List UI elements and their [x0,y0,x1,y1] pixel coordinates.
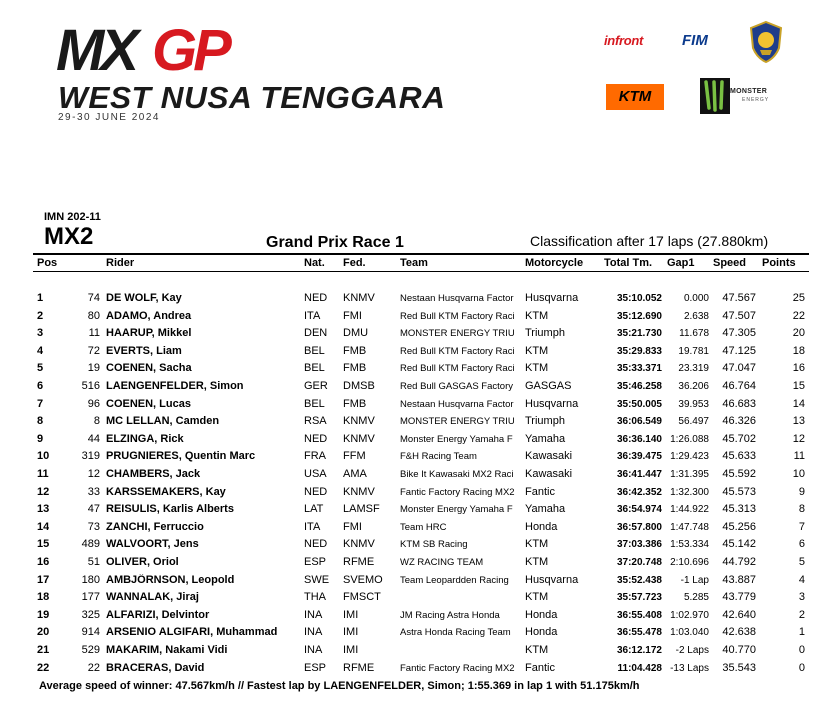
cell-points: 8 [798,503,805,516]
table-row [0,536,826,553]
cell-nat: NED [304,292,328,304]
table-row [0,660,826,677]
cell-nat: BEL [304,362,325,375]
cell-fed: FMI [343,520,362,533]
cell-rider: WANNALAK, Jiraj [106,591,199,604]
cell-number: 19 [87,362,100,375]
ktm-logo: KTM [606,84,664,110]
cell-motorcycle: Yamaha [525,432,566,445]
cell-points: 0 [798,661,805,674]
cell-points: 18 [792,344,805,357]
cell-number: 72 [87,344,100,357]
col-header-points: Points [762,257,796,269]
cell-rider: HAARUP, Mikkel [106,327,192,340]
cell-team: JM Racing Astra Honda [400,609,500,621]
table-row [0,607,826,624]
cell-fed: AMA [343,468,367,480]
cell-team: F&H Racing Team [400,451,477,463]
cell-rider: ALFARIZI, Delvintor [106,608,210,621]
cell-pos: 7 [37,397,44,410]
cell-gap: -1 Lap [680,574,709,586]
cell-speed: 42.640 [722,608,756,621]
race-summary-footer: Average speed of winner: 47.567km/h // Fastest lap by LAENGENFELDER, Simon; 1:55.369 in lap 1 with 51.175km/h [39,680,640,692]
cell-rider: COENEN, Sacha [106,362,192,375]
cell-gap: 11.678 [679,328,709,340]
cell-points: 10 [792,468,805,480]
cell-speed: 45.313 [722,503,756,516]
event-title: WEST NUSA TENGGARA [58,80,446,115]
cell-speed: 35.543 [722,661,756,674]
table-row [0,360,826,377]
cell-rider: WALVOORT, Jens [106,538,199,551]
cell-rider: MAKARIM, Nakami Vidi [106,644,228,656]
table-row [0,343,826,360]
cell-points: 22 [792,309,805,322]
table-row [0,396,826,413]
cell-pos: 9 [37,432,44,445]
cell-gap: 1:29.423 [670,451,709,463]
cell-motorcycle: Triumph [525,415,565,428]
monster-logo-subtext: ENERGY [742,97,770,103]
cell-team: Monster Energy Yamaha F [400,504,513,516]
cell-pos: 10 [37,450,50,463]
cell-gap: 1:53.334 [670,539,709,551]
table-row [0,466,826,483]
cell-motorcycle: Honda [525,608,558,621]
cell-speed: 45.142 [722,538,756,551]
cell-rider: LAENGENFELDER, Simon [106,380,244,392]
cell-team: Fantic Factory Racing MX2 [400,662,515,674]
cell-number: 11 [88,327,100,340]
table-row [0,572,826,589]
cell-total-time: 35:50.005 [616,398,662,410]
cell-nat: NED [304,538,328,551]
cell-motorcycle: Husqvarna [525,397,579,410]
cell-rider: CHAMBERS, Jack [106,468,201,480]
cell-speed: 46.764 [722,380,756,392]
cell-team: Red Bull KTM Factory Raci [400,363,515,375]
cell-fed: LAMSF [343,503,380,516]
cell-motorcycle: GASGAS [525,380,572,392]
cell-fed: FMSCT [343,591,381,604]
cell-team: WZ RACING TEAM [400,557,484,568]
cell-points: 9 [798,485,805,498]
cell-points: 25 [792,292,805,304]
cell-points: 2 [798,608,805,621]
cell-points: 12 [792,432,805,445]
cell-speed: 46.683 [722,397,756,410]
table-row [0,624,826,641]
cell-points: 15 [792,380,805,392]
cell-nat: RSA [304,415,327,428]
cell-total-time: 36:57.800 [616,521,662,533]
cell-points: 6 [798,538,805,551]
cell-fed: FMB [343,362,367,375]
cell-fed: KNMV [343,538,375,551]
cell-fed: FMB [343,397,367,410]
cell-pos: 5 [37,362,44,375]
cell-total-time: 36:55.408 [616,609,662,621]
cell-rider: ARSENIO ALGIFARI, Muhammad [106,626,278,639]
cell-number: 80 [87,309,100,322]
cell-total-time: 35:10.052 [616,293,662,304]
cell-team: MONSTER ENERGY TRIU [400,416,515,428]
cell-team: Astra Honda Racing Team [400,627,511,639]
cell-number: 8 [93,415,100,428]
cell-total-time: 35:46.258 [616,381,662,392]
col-header-gap: Gap1 [667,257,695,269]
cell-fed: RFME [343,556,375,568]
cell-nat: DEN [304,327,328,340]
cell-number: 529 [81,644,100,656]
cell-speed: 47.047 [722,362,756,375]
cell-gap: -2 Laps [675,645,709,656]
table-row [0,413,826,430]
cell-pos: 20 [37,626,50,639]
cell-total-time: 36:55.478 [616,627,662,639]
cell-points: 7 [798,520,805,533]
cell-rider: ADAMO, Andrea [106,309,192,322]
cell-total-time: 37:03.386 [616,539,662,551]
cell-total-time: 35:57.723 [616,592,662,604]
table-row [0,378,826,395]
cell-motorcycle: Honda [525,626,558,639]
col-header-nat: Nat. [304,257,325,269]
cell-number: 489 [81,538,100,551]
cell-rider: KARSSEMAKERS, Kay [106,485,226,498]
cell-number: 74 [87,292,100,304]
cell-fed: RFME [343,661,375,674]
cell-pos: 15 [37,538,50,551]
cell-rider: EVERTS, Liam [106,344,182,357]
cell-number: 44 [87,432,100,445]
cell-total-time: 35:52.438 [616,574,662,586]
cell-fed: FMI [343,309,362,322]
cell-motorcycle: Husqvarna [525,292,579,304]
cell-nat: INA [304,608,323,621]
cell-total-time: 36:41.447 [616,469,662,480]
cell-points: 13 [792,415,805,428]
fim-logo: FIM [682,32,708,49]
svg-text:MX: MX [56,18,135,80]
cell-gap: 1:44.922 [670,504,709,516]
cell-rider: BRACERAS, David [106,661,205,674]
cell-team: Nestaan Husqvarna Factor [400,398,514,410]
cell-pos: 14 [37,520,50,533]
cell-total-time: 36:36.140 [616,433,662,445]
cell-speed: 45.573 [722,485,756,498]
mxgp-logo [54,18,274,80]
cell-nat: USA [304,468,327,480]
cell-gap: 1:47.748 [670,521,709,533]
cell-speed: 44.792 [722,556,756,568]
cell-nat: THA [304,591,326,604]
cell-motorcycle: Kawasaki [525,450,573,463]
cell-nat: FRA [304,450,326,463]
cell-number: 22 [87,661,100,674]
cell-speed: 47.567 [722,292,756,304]
cell-pos: 22 [37,661,50,674]
cell-motorcycle: Fantic [525,485,555,498]
cell-nat: ESP [304,661,327,674]
classification-note: Classification after 17 laps (27.880km) [530,233,769,249]
cell-points: 14 [792,397,805,410]
header-rule-top [33,253,809,255]
cell-nat: ITA [304,309,321,322]
table-row [0,290,826,307]
cell-motorcycle: KTM [525,644,549,656]
cell-fed: KNMV [343,415,375,428]
document-code: IMN 202-11 [44,211,101,223]
infront-logo: infront [604,33,644,48]
cell-total-time: 35:33.371 [616,363,662,375]
cell-speed: 45.633 [722,450,756,463]
cell-pos: 8 [37,415,44,428]
cell-speed: 45.256 [722,520,756,533]
cell-nat: GER [304,380,328,392]
cell-team: Red Bull KTM Factory Raci [400,345,515,357]
cell-team: Nestaan Husqvarna Factor [400,293,514,304]
cell-gap: 56.497 [678,416,709,428]
cell-team: KTM SB Racing [400,539,468,551]
cell-speed: 45.592 [722,468,756,480]
cell-points: 4 [798,573,805,586]
col-header-fed: Fed. [343,257,366,269]
col-header-motorcycle: Motorcycle [525,257,584,269]
cell-pos: 17 [37,573,50,586]
cell-gap: 23.319 [678,363,709,375]
cell-fed: KNMV [343,432,375,445]
cell-number: 73 [87,520,100,533]
cell-number: 180 [81,573,100,586]
cell-pos: 19 [37,608,50,621]
cell-speed: 40.770 [722,644,756,656]
cell-pos: 6 [37,380,44,392]
cell-motorcycle: Triumph [525,327,565,340]
cell-pos: 21 [37,644,50,656]
cell-rider: ELZINGA, Rick [106,432,184,445]
table-row [0,642,826,659]
cell-nat: ITA [304,520,321,533]
col-header-total-time: Total Tm. [604,257,653,269]
cell-gap: 2:10.696 [670,557,709,568]
cell-nat: INA [304,644,323,656]
cell-number: 33 [87,485,100,498]
cell-pos: 4 [37,344,44,357]
cell-gap: 0.000 [683,293,709,304]
cell-speed: 42.638 [722,626,756,639]
cell-motorcycle: Husqvarna [525,573,579,586]
cell-pos: 16 [37,556,50,568]
cell-number: 12 [87,468,100,480]
col-header-rider: Rider [106,257,135,269]
cell-number: 96 [87,397,100,410]
cell-speed: 46.326 [722,415,756,428]
cell-nat: NED [304,485,328,498]
col-header-speed: Speed [713,257,747,269]
cell-total-time: 35:12.690 [616,310,662,322]
table-row [0,589,826,606]
cell-rider: MC LELLAN, Camden [106,415,220,428]
event-dates: 29-30 JUNE 2024 [58,112,160,123]
table-row [0,554,826,571]
cell-total-time: 11:04.428 [617,662,662,674]
cell-rider: AMBJÖRNSON, Leopold [106,573,235,586]
cell-gap: 19.781 [678,345,709,357]
race-name: Grand Prix Race 1 [266,234,404,251]
cell-motorcycle: KTM [525,362,549,375]
cell-pos: 1 [37,292,44,304]
cell-speed: 47.125 [722,344,756,357]
cell-points: 5 [798,556,805,568]
cell-nat: SWE [304,573,330,586]
cell-rider: ZANCHI, Ferruccio [106,520,204,533]
cell-points: 1 [798,626,805,639]
cell-total-time: 35:29.833 [616,345,662,357]
cell-speed: 47.305 [722,327,756,340]
cell-pos: 18 [37,591,50,604]
cell-fed: SVEMO [343,573,383,586]
monster-logo-text: MONSTER [730,88,768,95]
cell-pos: 2 [37,309,44,322]
cell-motorcycle: Yamaha [525,503,566,516]
cell-speed: 47.507 [722,309,756,322]
cell-number: 914 [81,626,100,639]
cell-gap: 39.953 [678,398,709,410]
monster-energy-claw-icon [700,78,730,114]
cell-pos: 3 [37,327,44,340]
cell-team: MONSTER ENERGY TRIU [400,328,515,340]
cell-rider: DE WOLF, Kay [106,292,182,304]
cell-number: 177 [81,591,100,604]
cell-total-time: 36:12.172 [616,645,662,656]
cell-fed: FMB [343,344,367,357]
cell-rider: PRUGNIERES, Quentin Marc [106,450,256,463]
cell-number: 516 [81,380,100,392]
table-row [0,501,826,518]
cell-team: Bike It Kawasaki MX2 Raci [400,469,514,480]
cell-gap: 36.206 [678,381,709,392]
cell-team: Team Leopardden Racing [400,574,509,586]
cell-gap: -13 Laps [670,662,709,674]
cell-rider: OLIVER, Oriol [106,556,179,568]
cell-team: Team HRC [400,521,447,533]
cell-fed: IMI [343,608,359,621]
cell-points: 11 [793,450,805,463]
cell-motorcycle: KTM [525,556,549,568]
cell-gap: 1:32.300 [670,486,709,498]
cell-number: 51 [87,556,100,568]
col-header-team: Team [400,257,428,269]
cell-total-time: 37:20.748 [616,557,662,568]
class-name: MX2 [44,223,94,250]
cell-fed: DMSB [343,380,375,392]
federation-badge-icon [748,20,784,64]
cell-nat: BEL [304,344,325,357]
cell-motorcycle: KTM [525,538,549,551]
cell-rider: REISULIS, Karlis Alberts [106,503,234,516]
cell-points: 16 [792,362,805,375]
cell-nat: NED [304,432,328,445]
cell-fed: IMI [343,626,359,639]
cell-nat: ESP [304,556,327,568]
cell-team: Red Bull GASGAS Factory [400,381,513,392]
cell-pos: 13 [37,503,50,516]
cell-nat: BEL [304,397,325,410]
cell-fed: KNMV [343,292,375,304]
cell-fed: KNMV [343,485,375,498]
cell-total-time: 36:39.475 [616,451,662,463]
cell-team: Fantic Factory Racing MX2 [400,486,515,498]
cell-pos: 12 [37,485,50,498]
cell-nat: LAT [304,503,324,516]
cell-number: 47 [87,503,100,516]
cell-team: Monster Energy Yamaha F [400,433,513,445]
cell-motorcycle: KTM [525,591,549,604]
table-row [0,519,826,536]
cell-speed: 45.702 [722,432,756,445]
col-header-pos: Pos [37,257,58,269]
table-row [0,431,826,448]
cell-rider: COENEN, Lucas [106,397,191,410]
cell-motorcycle: KTM [525,309,549,322]
cell-motorcycle: KTM [525,344,549,357]
cell-gap: 1:03.040 [670,627,709,639]
cell-gap: 2.638 [683,310,709,322]
cell-number: 325 [81,608,100,621]
svg-text:GP: GP [152,18,228,80]
cell-speed: 43.887 [722,573,756,586]
cell-gap: 1:31.395 [670,469,709,480]
cell-total-time: 36:42.352 [616,486,662,498]
cell-total-time: 36:54.974 [616,504,662,516]
cell-total-time: 35:21.730 [616,328,662,340]
cell-gap: 1:02.970 [670,609,709,621]
table-row [0,484,826,501]
cell-fed: IMI [343,644,359,656]
cell-total-time: 36:06.549 [616,416,662,428]
cell-motorcycle: Kawasaki [525,468,573,480]
cell-points: 0 [798,644,805,656]
cell-team: Red Bull KTM Factory Raci [400,310,515,322]
cell-number: 319 [81,450,100,463]
cell-fed: FFM [343,450,366,463]
table-row [0,448,826,465]
cell-speed: 43.779 [722,591,756,604]
cell-nat: INA [304,626,323,639]
header-rule-bottom [33,271,809,272]
cell-points: 20 [792,327,805,340]
table-row [0,325,826,342]
cell-gap: 5.285 [683,592,709,604]
table-row [0,308,826,325]
cell-pos: 11 [37,468,49,480]
cell-points: 3 [798,591,805,604]
cell-gap: 1:26.088 [670,433,709,445]
cell-fed: DMU [343,327,369,340]
cell-motorcycle: Honda [525,520,558,533]
cell-motorcycle: Fantic [525,661,555,674]
